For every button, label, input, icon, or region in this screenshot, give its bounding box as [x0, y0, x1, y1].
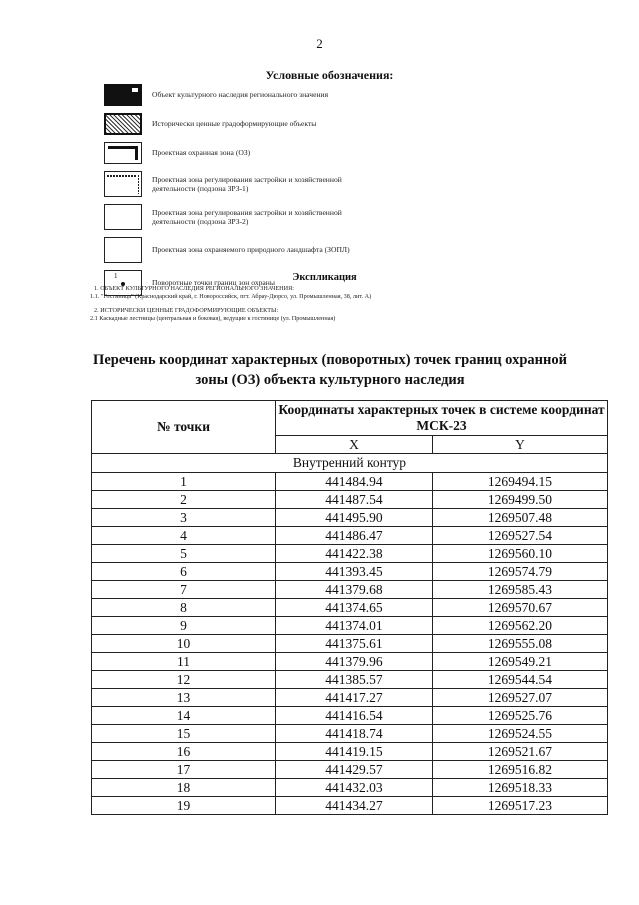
- x-coordinate-cell: 441417.27: [276, 689, 433, 707]
- hatched-rect-icon: [104, 113, 142, 135]
- table-row: [92, 473, 608, 491]
- point-number-cell: 2: [92, 491, 276, 509]
- legend-item-heritage-object: [104, 82, 544, 108]
- y-coordinate-cell: 1269585.43: [432, 581, 607, 599]
- x-coordinate-cell: 441484.94: [276, 473, 433, 491]
- y-coordinate-cell: 1269574.79: [432, 563, 607, 581]
- point-number-cell: 7: [92, 581, 276, 599]
- table-row: [92, 599, 608, 617]
- legend-item-label: Объект культурного наследия регионального значения: [152, 90, 329, 100]
- y-coordinate-cell: 1269560.10: [432, 545, 607, 563]
- column-header-x: X: [276, 436, 433, 454]
- table-row: [92, 635, 608, 653]
- point-number-cell: 19: [92, 797, 276, 815]
- legend-item-label: Проектная зона охраняемого природного ландшафта (ЗОПЛ): [152, 245, 350, 255]
- point-number-cell: 9: [92, 617, 276, 635]
- point-number-cell: 5: [92, 545, 276, 563]
- y-coordinate-cell: 1269549.21: [432, 653, 607, 671]
- black-filled-rect-icon: [104, 84, 142, 106]
- legend: [104, 82, 544, 301]
- x-coordinate-cell: 441487.54: [276, 491, 433, 509]
- contour-label: Внутренний контур: [92, 454, 608, 473]
- y-coordinate-cell: 1269499.50: [432, 491, 607, 509]
- table-row: [92, 671, 608, 689]
- column-header-coordinates: Координаты характерных точек в системе координат МСК-23: [276, 401, 608, 436]
- y-coordinate-cell: 1269524.55: [432, 725, 607, 743]
- x-coordinate-cell: 441434.27: [276, 797, 433, 815]
- x-coordinate-cell: 441422.38: [276, 545, 433, 563]
- point-number-cell: 1: [92, 473, 276, 491]
- x-coordinate-cell: 441393.45: [276, 563, 433, 581]
- y-coordinate-cell: 1269570.67: [432, 599, 607, 617]
- legend-item-zrz2: [104, 202, 544, 232]
- dashed-rect-icon: [104, 171, 142, 197]
- x-coordinate-cell: 441418.74: [276, 725, 433, 743]
- point-number-cell: 11: [92, 653, 276, 671]
- x-coordinate-cell: 441379.96: [276, 653, 433, 671]
- coordinates-table: [91, 400, 608, 815]
- y-coordinate-cell: 1269525.76: [432, 707, 607, 725]
- point-number-cell: 3: [92, 509, 276, 527]
- legend-title: Условные обозначения:: [265, 68, 394, 82]
- y-coordinate-cell: 1269507.48: [432, 509, 607, 527]
- x-coordinate-cell: 441374.65: [276, 599, 433, 617]
- explication-section1-heading: 1. ОБЪЕКТ КУЛЬТУРНОГО НАСЛЕДИЯ РЕГИОНАЛЬНОГО ЗНАЧЕНИЯ:: [94, 285, 294, 292]
- table-row: [92, 761, 608, 779]
- point-number-cell: 6: [92, 563, 276, 581]
- table-row: [92, 689, 608, 707]
- boundary-corner-icon: [104, 142, 142, 164]
- x-coordinate-cell: 441486.47: [276, 527, 433, 545]
- table-row: [92, 509, 608, 527]
- page-number: 2: [316, 36, 323, 51]
- table-row: [92, 707, 608, 725]
- point-number-cell: 4: [92, 527, 276, 545]
- x-coordinate-cell: 441432.03: [276, 779, 433, 797]
- point-number-cell: 14: [92, 707, 276, 725]
- page-title: Перечень координат характерных (поворотных) точек границ охранной зоны (ОЗ) объекта культурного наследия: [93, 352, 567, 388]
- point-number-cell: 15: [92, 725, 276, 743]
- table-row: [92, 653, 608, 671]
- point-number-cell: 13: [92, 689, 276, 707]
- legend-item-zopl: [104, 235, 544, 265]
- x-coordinate-cell: 441374.01: [276, 617, 433, 635]
- y-coordinate-cell: 1269527.07: [432, 689, 607, 707]
- y-coordinate-cell: 1269555.08: [432, 635, 607, 653]
- table-row: [92, 563, 608, 581]
- column-header-point-number: № точки: [92, 401, 276, 454]
- y-coordinate-cell: 1269562.20: [432, 617, 607, 635]
- x-coordinate-cell: 441416.54: [276, 707, 433, 725]
- point-number-label: 1: [114, 272, 118, 280]
- explication-section2-heading: 2. ИСТОРИЧЕСКИ ЦЕННЫЕ ГРАДОФОРМИРУЮЩИЕ ОБЪЕКТЫ:: [94, 307, 279, 314]
- table-row: [92, 545, 608, 563]
- y-coordinate-cell: 1269516.82: [432, 761, 607, 779]
- point-number-cell: 8: [92, 599, 276, 617]
- legend-item-label: Проектная зона регулирования застройки и хозяйственной деятельности (подзона ЗРЗ-1): [152, 174, 342, 193]
- point-number-cell: 10: [92, 635, 276, 653]
- point-number-cell: 12: [92, 671, 276, 689]
- x-coordinate-cell: 441375.61: [276, 635, 433, 653]
- y-coordinate-cell: 1269544.54: [432, 671, 607, 689]
- table-row: [92, 725, 608, 743]
- explication: [90, 285, 550, 323]
- legend-item-label: Исторически ценные градоформирующие объекты: [152, 119, 317, 129]
- explication-section2-item: 2.1 Каскадные лестницы (центральная и боковая), ведущие к гостинице (ул. Промышленная): [90, 315, 336, 322]
- point-number-cell: 17: [92, 761, 276, 779]
- explication-section1-item: 1.1. "Гостиница" (Краснодарский край, г. Новороссийск, пгт. Абрау-Дюрсо, ул. Промышленная, 38, лит. А): [90, 293, 372, 300]
- point-number-cell: 18: [92, 779, 276, 797]
- explication-title: Экспликация: [292, 272, 357, 283]
- legend-item-label: Поворотные точки границ зон охраны: [152, 278, 275, 288]
- x-coordinate-cell: 441429.57: [276, 761, 433, 779]
- legend-item-label: Проектная зона регулирования застройки и хозяйственной деятельности (подзона ЗРЗ-2): [152, 207, 342, 226]
- y-coordinate-cell: 1269494.15: [432, 473, 607, 491]
- column-header-y: Y: [432, 436, 607, 454]
- plain-rect-icon: [104, 204, 142, 230]
- table-row: [92, 527, 608, 545]
- y-coordinate-cell: 1269518.33: [432, 779, 607, 797]
- y-coordinate-cell: 1269527.54: [432, 527, 607, 545]
- x-coordinate-cell: 441379.68: [276, 581, 433, 599]
- table-row: [92, 617, 608, 635]
- x-coordinate-cell: 441419.15: [276, 743, 433, 761]
- plain-rect-icon: [104, 237, 142, 263]
- x-coordinate-cell: 441495.90: [276, 509, 433, 527]
- table-row: [92, 581, 608, 599]
- table-row: [92, 491, 608, 509]
- legend-item-zrz1: [104, 169, 544, 199]
- legend-item-historic-objects: [104, 111, 544, 137]
- y-coordinate-cell: 1269521.67: [432, 743, 607, 761]
- table-row: [92, 797, 608, 815]
- point-number-cell: 16: [92, 743, 276, 761]
- x-coordinate-cell: 441385.57: [276, 671, 433, 689]
- legend-item-protection-zone: [104, 140, 544, 166]
- table-row: [92, 743, 608, 761]
- legend-item-label: Проектная охранная зона (ОЗ): [152, 148, 251, 158]
- y-coordinate-cell: 1269517.23: [432, 797, 607, 815]
- table-row: [92, 779, 608, 797]
